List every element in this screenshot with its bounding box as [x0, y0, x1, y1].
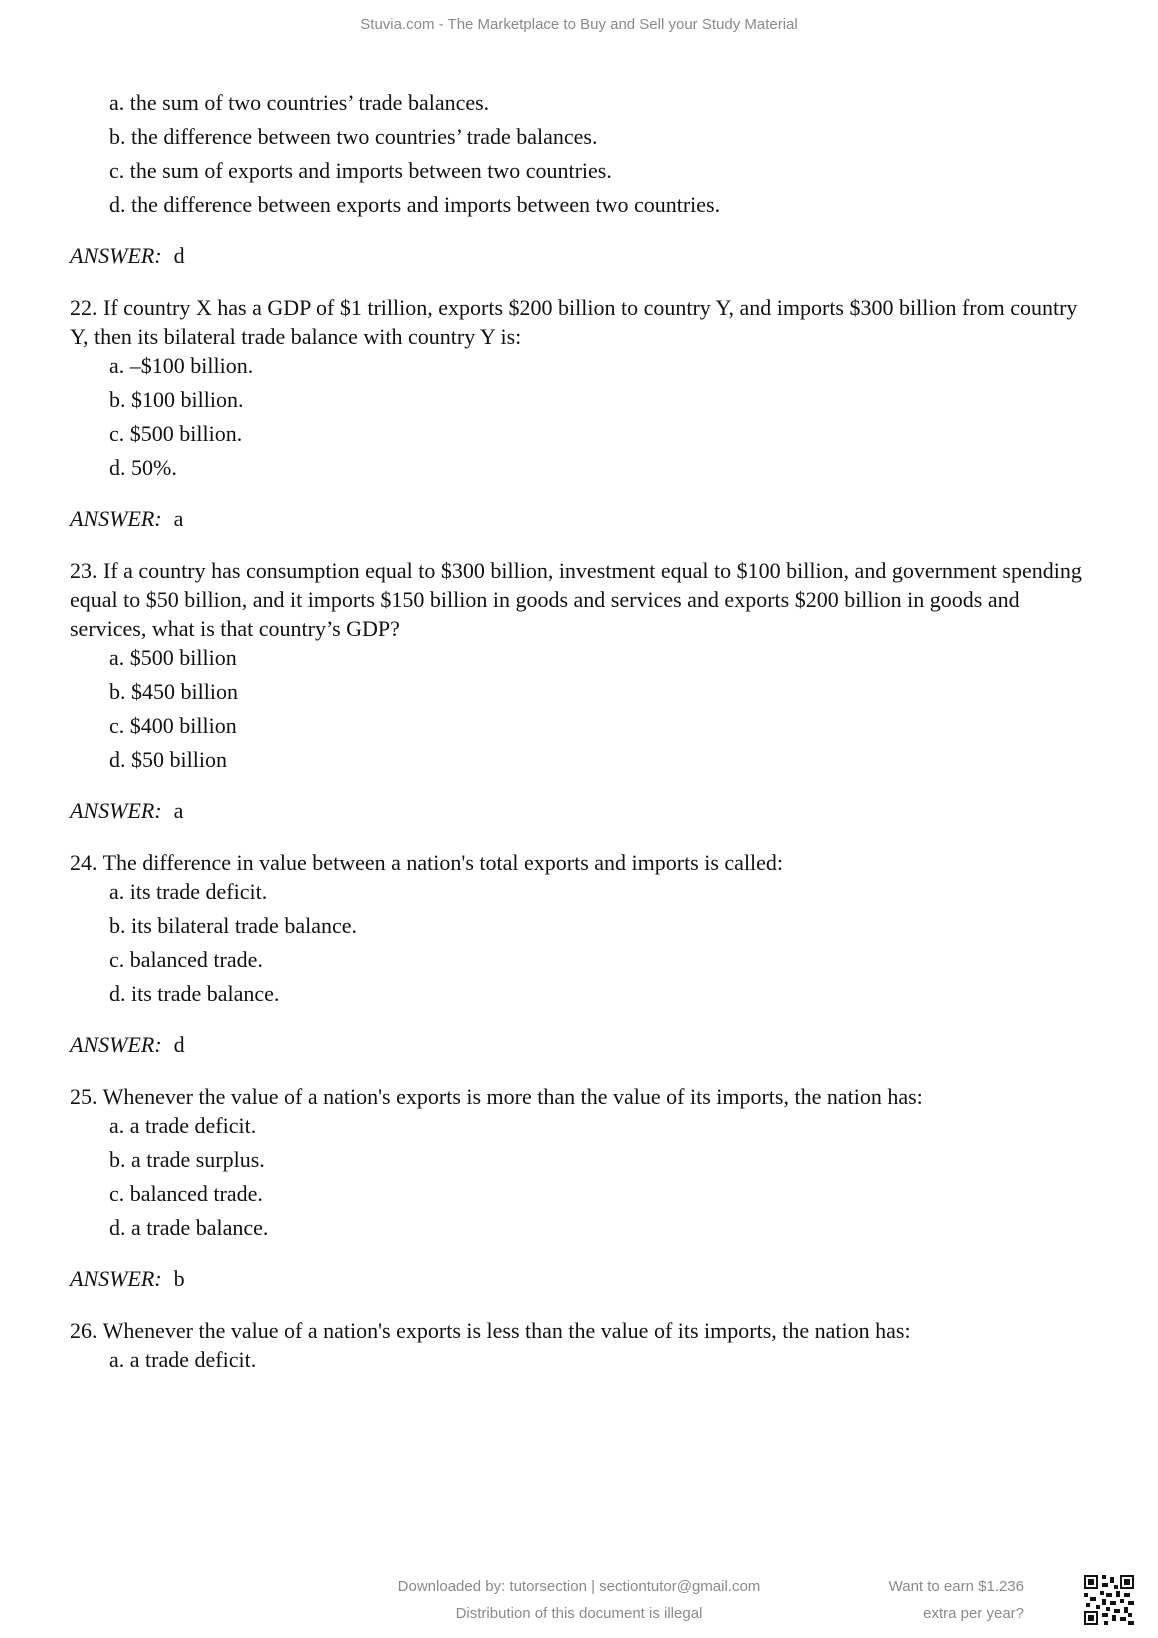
- answer-23: [70, 796, 1100, 825]
- option-25-b: b. a trade surplus.: [109, 1147, 265, 1172]
- option-23-d: d. $50 billion: [109, 747, 227, 772]
- answer-22: [70, 504, 1100, 533]
- question-23-stem: 23. If a country has consumption equal to $300 billion, investment equal to $100 billion, and government spending equal to $50 billion, and it imports $150 billion in goods and services and exports $200 billion in goods and services, what is that country’s GDP?: [70, 558, 1082, 641]
- option-24-d: d. its trade balance.: [109, 981, 280, 1006]
- question-24: [70, 848, 1100, 1008]
- qr-code-icon[interactable]: [1084, 1575, 1134, 1625]
- footer-distribution: Distribution of this document is illegal: [455, 1605, 703, 1622]
- option-23-c: c. $400 billion: [109, 713, 237, 738]
- option-24-a: a. its trade deficit.: [109, 879, 268, 904]
- option-21-b: b. the difference between two countries’ trade balances.: [109, 124, 598, 149]
- option-25-a: a. a trade deficit.: [109, 1113, 257, 1138]
- question-26-stem: 26. Whenever the value of a nation's exports is less than the value of its imports, the nation has:: [70, 1318, 911, 1343]
- answer-21: [70, 241, 1100, 270]
- answer-value: b: [173, 1266, 185, 1291]
- question-25: [70, 1082, 1100, 1242]
- option-24-c: c. balanced trade.: [109, 947, 263, 972]
- answer-value: d: [173, 1032, 185, 1057]
- answer-label: ANSWER:: [70, 506, 162, 531]
- option-23-b: b. $450 billion: [109, 679, 238, 704]
- option-25-d: d. a trade balance.: [109, 1215, 269, 1240]
- answer-24: [70, 1030, 1100, 1059]
- answer-label: ANSWER:: [70, 243, 162, 268]
- option-22-d: d. 50%.: [109, 455, 177, 480]
- question-22-stem: 22. If country X has a GDP of $1 trillion, exports $200 billion to country Y, and imports $300 billion from country Y, then its bilateral trade balance with country Y is:: [70, 295, 1078, 349]
- question-22: [70, 293, 1100, 482]
- answer-value: d: [173, 243, 185, 268]
- option-21-a: a. the sum of two countries’ trade balances.: [109, 90, 490, 115]
- promo-line-2[interactable]: extra per year?: [923, 1605, 1024, 1622]
- option-23-a: a. $500 billion: [109, 645, 237, 670]
- option-25-c: c. balanced trade.: [109, 1181, 263, 1206]
- option-26-a: a. a trade deficit.: [109, 1347, 257, 1372]
- question-26: [70, 1316, 1100, 1374]
- answer-label: ANSWER:: [70, 798, 162, 823]
- question-24-stem: 24. The difference in value between a nation's total exports and imports is called:: [70, 850, 784, 875]
- page-header: Stuvia.com - The Marketplace to Buy and Sell your Study Material: [360, 16, 798, 33]
- question-23: [70, 556, 1100, 774]
- option-24-b: b. its bilateral trade balance.: [109, 913, 357, 938]
- answer-label: ANSWER:: [70, 1266, 162, 1291]
- option-21-c: c. the sum of exports and imports between two countries.: [109, 158, 612, 183]
- answer-25: [70, 1264, 1100, 1293]
- document-body: [70, 88, 1100, 1379]
- question-25-stem: 25. Whenever the value of a nation's exports is more than the value of its imports, the nation has:: [70, 1084, 923, 1109]
- option-22-b: b. $100 billion.: [109, 387, 244, 412]
- option-22-c: c. $500 billion.: [109, 421, 243, 446]
- answer-value: a: [173, 506, 184, 531]
- answer-value: a: [173, 798, 184, 823]
- answer-label: ANSWER:: [70, 1032, 162, 1057]
- footer-downloaded: Downloaded by: tutorsection | sectiontutor@gmail.com: [397, 1578, 761, 1595]
- question-21-options: [70, 88, 1100, 219]
- option-22-a: a. –$100 billion.: [109, 353, 254, 378]
- promo-line-1[interactable]: Want to earn $1.236: [888, 1578, 1024, 1595]
- option-21-d: d. the difference between exports and imports between two countries.: [109, 192, 721, 217]
